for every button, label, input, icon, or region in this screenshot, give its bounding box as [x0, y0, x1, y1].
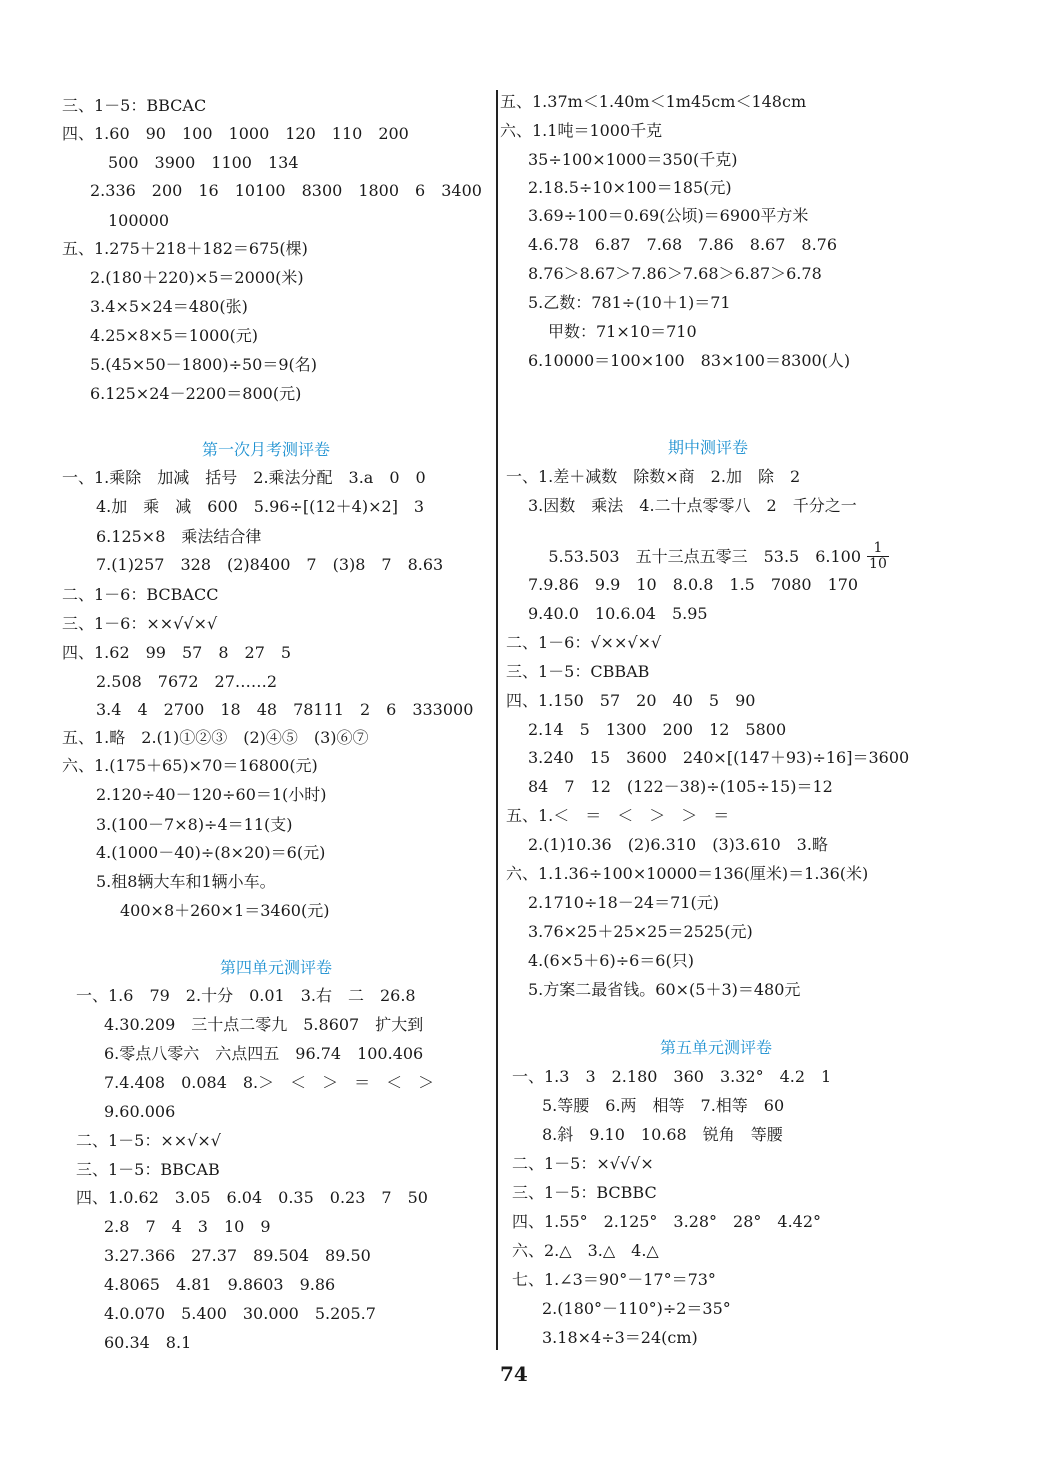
- answer-line: 四、1.60 90 100 1000 120 110 200: [62, 124, 409, 143]
- answer-line: 4.加 乘 减 600 5.96÷[(12＋4)×2] 3: [96, 497, 425, 516]
- answer-line: 一、1.3 3 2.180 360 3.32° 4.2 1: [512, 1067, 832, 1086]
- page-number: 74: [500, 1362, 528, 1386]
- answer-line: 六、2.△ 3.△ 4.△: [512, 1241, 659, 1260]
- answer-line: 四、1.0.62 3.05 6.04 0.35 0.23 7 50: [76, 1188, 428, 1207]
- answer-line: 二、1－5：×√√√×: [512, 1154, 654, 1173]
- answer-line: 三、1－5：CBBAB: [506, 662, 650, 681]
- answer-line: 84 7 12 (122－38)÷(105÷15)＝12: [528, 777, 833, 796]
- answer-line: 5.租8辆大车和1辆小车。: [96, 872, 276, 891]
- answer-line: 100000: [108, 211, 170, 230]
- answer-line: 9.40.0 10.6.04 5.95: [528, 604, 708, 623]
- answer-line: 六、1.(175＋65)×70＝16800(元): [62, 756, 318, 775]
- answer-line: 一、1.差＋减数 除数×商 2.加 除 2: [506, 467, 801, 486]
- answer-line: 3.240 15 3600 240×[(147＋93)÷16]＝3600: [528, 748, 910, 767]
- answer-line: 400×8＋260×1＝3460(元): [120, 901, 330, 920]
- answer-line: 四、1.55° 2.125° 3.28° 28° 4.42°: [512, 1212, 822, 1231]
- answer-line: 60.34 8.1: [104, 1333, 192, 1352]
- answer-line: 4.25×8×5＝1000(元): [90, 326, 259, 345]
- answer-line: 2.508 7672 27……2: [96, 672, 278, 691]
- answer-line: 七、1.∠3＝90°－17°＝73°: [512, 1270, 716, 1289]
- answer-line: 3.27.366 27.37 89.504 89.50: [104, 1246, 371, 1265]
- answer-line: 六、1.1吨＝1000千克: [500, 121, 663, 140]
- answer-line: 二、1－5：××√×√: [76, 1131, 221, 1150]
- answer-line: 三、1－5：BBCAB: [76, 1160, 220, 1179]
- answer-line: 四、1.62 99 57 8 27 5: [62, 643, 292, 662]
- answer-line: 4.8065 4.81 9.8603 9.86: [104, 1275, 336, 1294]
- fraction-denominator: 10: [869, 556, 887, 572]
- answer-line: 3.18×4÷3＝24(cm): [542, 1328, 698, 1347]
- answer-line: 5.方案二最省钱。60×(5＋3)＝480元: [528, 980, 801, 999]
- fraction-numerator: 1: [867, 541, 889, 557]
- answer-line: 4.(1000－40)÷(8×20)＝6(元): [96, 843, 326, 862]
- answer-line: 一、1.6 79 2.十分 0.01 3.右 二 26.8: [76, 986, 416, 1005]
- answer-line: 2.(180°－110°)÷2＝35°: [542, 1299, 731, 1318]
- answer-line: 四、1.150 57 20 40 5 90: [506, 691, 756, 710]
- answer-line: 4.6.78 6.87 7.68 7.86 8.67 8.76: [528, 235, 838, 254]
- answer-line: 6.125×8 乘法结合律: [96, 527, 262, 546]
- answer-line: 2.336 200 16 10100 8300 1800 6 3400: [90, 181, 482, 200]
- answer-line: 一、1.乘除 加减 括号 2.乘法分配 3.a 0 0: [62, 468, 426, 487]
- answer-line: 五、1.略 2.(1)①②③ (2)④⑤ (3)⑥⑦: [62, 728, 369, 747]
- answer-line: 3.69÷100＝0.69(公顷)＝6900平方米: [528, 206, 809, 225]
- answer-line: 5.(45×50－1800)÷50＝9(名): [90, 355, 318, 374]
- answer-line: 5.等腰 6.两 相等 7.相等 60: [542, 1096, 785, 1115]
- answer-line: 5.53.503 五十三点五零三 53.5 6.100: [548, 546, 862, 566]
- answer-line: 二、1－6：√××√×√: [506, 633, 662, 652]
- answer-line: 6.125×24－2200＝800(元): [90, 384, 302, 403]
- answer-line: 4.0.070 5.400 30.000 5.205.7: [104, 1304, 376, 1323]
- answer-line: 3.76×25＋25×25＝2525(元): [528, 922, 753, 941]
- answer-line: 9.60.006: [104, 1102, 176, 1121]
- answer-line: 六、1.1.36÷100×10000＝136(厘米)＝1.36(米): [506, 864, 869, 883]
- answer-line: 3.4×5×24＝480(张): [90, 297, 248, 316]
- answer-line: 7.4.408 0.084 8.＞ ＜ ＞ ＝ ＜ ＞: [104, 1073, 435, 1092]
- column-divider: [496, 90, 498, 1350]
- answer-line: 五、1.＜ ＝ ＜ ＞ ＞ ＝: [506, 806, 730, 825]
- section-title: 第一次月考测评卷: [202, 440, 331, 459]
- answer-line: 甲数：71×10＝710: [548, 322, 697, 341]
- answer-line: 三、1－5：BCBBC: [512, 1183, 657, 1202]
- answer-line: 35÷100×1000＝350(千克): [528, 150, 738, 169]
- answer-line: 2.(180＋220)×5＝2000(米): [90, 268, 304, 287]
- answer-line: 3.4 4 2700 18 48 78111 2 6 333000: [96, 700, 474, 719]
- answer-line: 4.(6×5＋6)÷6＝6(只): [528, 951, 694, 970]
- answer-line: 2.(1)10.36 (2)6.310 (3)3.610 3.略: [528, 835, 828, 854]
- answer-line: 二、1－6：BCBACC: [62, 585, 219, 604]
- answer-line: 五、1.275＋218＋182＝675(棵): [62, 239, 308, 258]
- answer-line: 三、1－5：BBCAC: [62, 96, 207, 115]
- answer-line: 2.14 5 1300 200 12 5800: [528, 720, 787, 739]
- answer-line: 2.1710÷18－24＝71(元): [528, 893, 719, 912]
- answer-line: 5.乙数：781÷(10＋1)＝71: [528, 293, 731, 312]
- answer-line: 7.9.86 9.9 10 8.0.8 1.5 7080 170: [528, 575, 859, 594]
- answer-line: 7.(1)257 328 (2)8400 7 (3)8 7 8.63: [96, 555, 444, 574]
- answer-line: 五、1.37m＜1.40m＜1m45cm＜148cm: [500, 92, 807, 111]
- answer-line: 2.120÷40－120÷60＝1(小时): [96, 785, 327, 804]
- answer-line: 8.斜 9.10 10.68 锐角 等腰: [542, 1125, 783, 1144]
- answer-line: 三、1－6：××√√×√: [62, 614, 218, 633]
- section-title: 第四单元测评卷: [220, 958, 333, 977]
- answer-line: 500 3900 1100 134: [108, 153, 299, 172]
- answer-line: 3.(100－7×8)÷4＝11(支): [96, 815, 293, 834]
- answer-line: 6.10000＝100×100 83×100＝8300(人): [528, 351, 851, 370]
- answer-line: 4.30.209 三十点二零九 5.8607 扩大到: [104, 1015, 424, 1034]
- answer-line: 6.零点八零六 六点四五 96.74 100.406: [104, 1044, 424, 1063]
- fraction: [867, 541, 889, 572]
- answer-line: 2.18.5÷10×100＝185(元): [528, 178, 732, 197]
- section-title: 第五单元测评卷: [660, 1038, 773, 1057]
- answer-line: 3.因数 乘法 4.二十点零零八 2 千分之一: [528, 496, 857, 515]
- answer-line: 8.76＞8.67＞7.86＞7.68＞6.87＞6.78: [528, 264, 822, 283]
- section-title: 期中测评卷: [668, 438, 749, 457]
- answer-line: 2.8 7 4 3 10 9: [104, 1217, 271, 1236]
